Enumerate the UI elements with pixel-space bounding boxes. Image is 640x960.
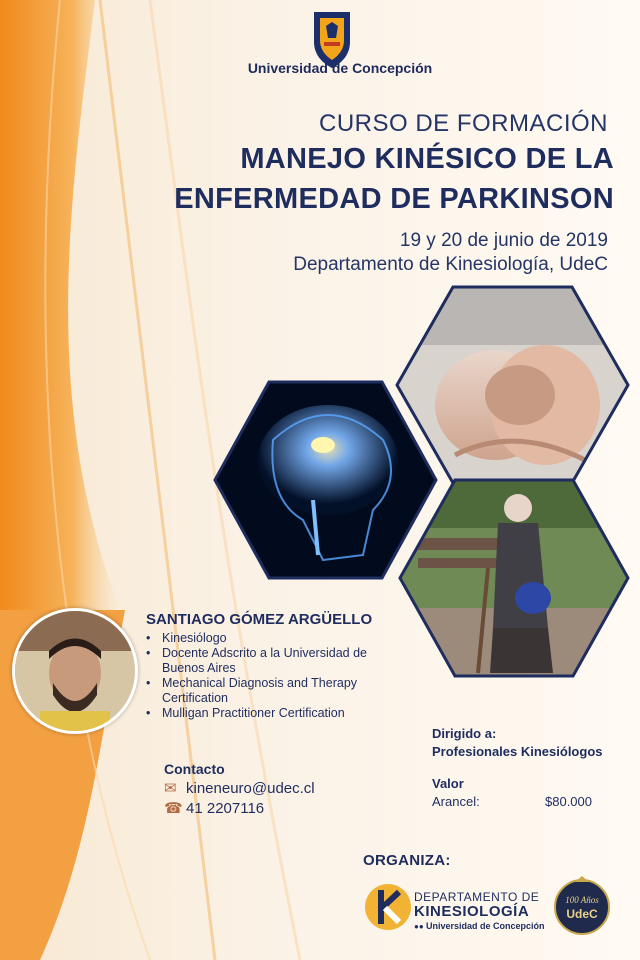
elderly-woman-photo (398, 478, 630, 678)
fee-label: Arancel: (432, 794, 480, 809)
speaker-portrait-icon (15, 611, 135, 731)
speaker-credentials (146, 631, 406, 721)
course-kicker: CURSO DE FORMACIÓN (318, 110, 608, 137)
contact-label: Contacto (164, 761, 225, 777)
course-date: 19 y 20 de junio de 2019 (399, 230, 608, 251)
fee-amount: $80.000 (545, 794, 592, 809)
credential-item: • Docente Adscrito a la Universidad de Buenos Aires (146, 646, 406, 676)
course-title-line2: ENFERMEDAD DE PARKINSON (174, 183, 614, 215)
organizer-label: ORGANIZA: (363, 852, 451, 869)
course-title-line1: MANEJO KINÉSICO DE LA (240, 143, 614, 175)
phone-icon: ☎ (164, 800, 183, 817)
speaker-photo (12, 608, 138, 734)
organizer-dept-line3: Universidad de Concepción (426, 921, 545, 931)
contact-phone[interactable]: 41 2207116 (186, 800, 265, 817)
university-name: Universidad de Concepción (247, 60, 433, 76)
kinesiology-logo-icon (363, 882, 413, 932)
audience-value: Profesionales Kinesiólogos (432, 744, 603, 759)
envelope-icon: ✉ (164, 780, 177, 797)
contact-email[interactable]: kineneuro@udec.cl (186, 780, 315, 797)
organizer-dots-icon: ●● (414, 922, 424, 931)
credential-item: • Mechanical Diagnosis and Therapy Certification (146, 676, 406, 706)
badge-line2: UdeC (566, 907, 598, 921)
credential-item: • Mulligan Practitioner Certification (146, 706, 406, 721)
speaker-name: SANTIAGO GÓMEZ ARGÜELLO (146, 611, 373, 628)
organizer-dept-line2: KINESIOLOGÍA (414, 903, 530, 920)
contact-email-row[interactable] (164, 779, 315, 797)
udec-100-years-badge (553, 876, 611, 936)
course-department: Departamento de Kinesiología, UdeC (293, 254, 608, 275)
badge-line1: 100 Años (565, 895, 599, 905)
audience-label: Dirigido a: (432, 726, 497, 741)
price-label: Valor (432, 776, 464, 791)
organizer-dept-line1: DEPARTAMENTO DE (414, 890, 540, 904)
credential-item: • Kinesiólogo (146, 631, 406, 646)
contact-phone-row[interactable] (164, 799, 264, 817)
